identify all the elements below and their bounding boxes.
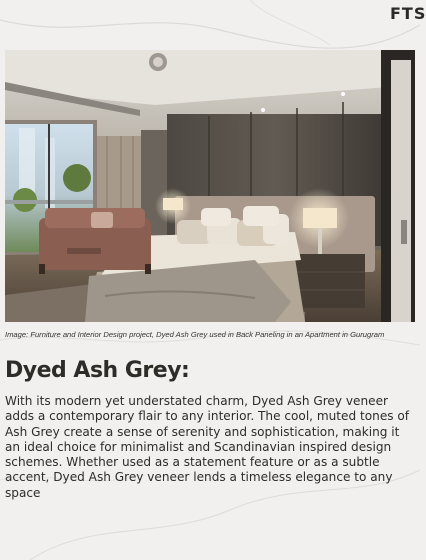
- article-heading: Dyed Ash Grey:: [5, 358, 190, 383]
- photo-caption: Image: Furniture and Interior Design project, Dyed Ash Grey used in Back Paneling in an Apartment in Gurugram: [5, 330, 385, 339]
- brand-logo: FTS: [390, 4, 426, 23]
- interior-photo: [5, 50, 415, 322]
- article-body: With its modern yet understated charm, Dyed Ash Grey veneer adds a contemporary flair to any interior. The cool, muted tones of Ash Grey create a sense of serenity and sophistication, making it an ideal choice for minimalist and Scandinavian inspired design schemes. Whether used as a statement feature or as a subtle accent, Dyed Ash Grey veneer lends a timeless elegance to any space: [5, 394, 410, 500]
